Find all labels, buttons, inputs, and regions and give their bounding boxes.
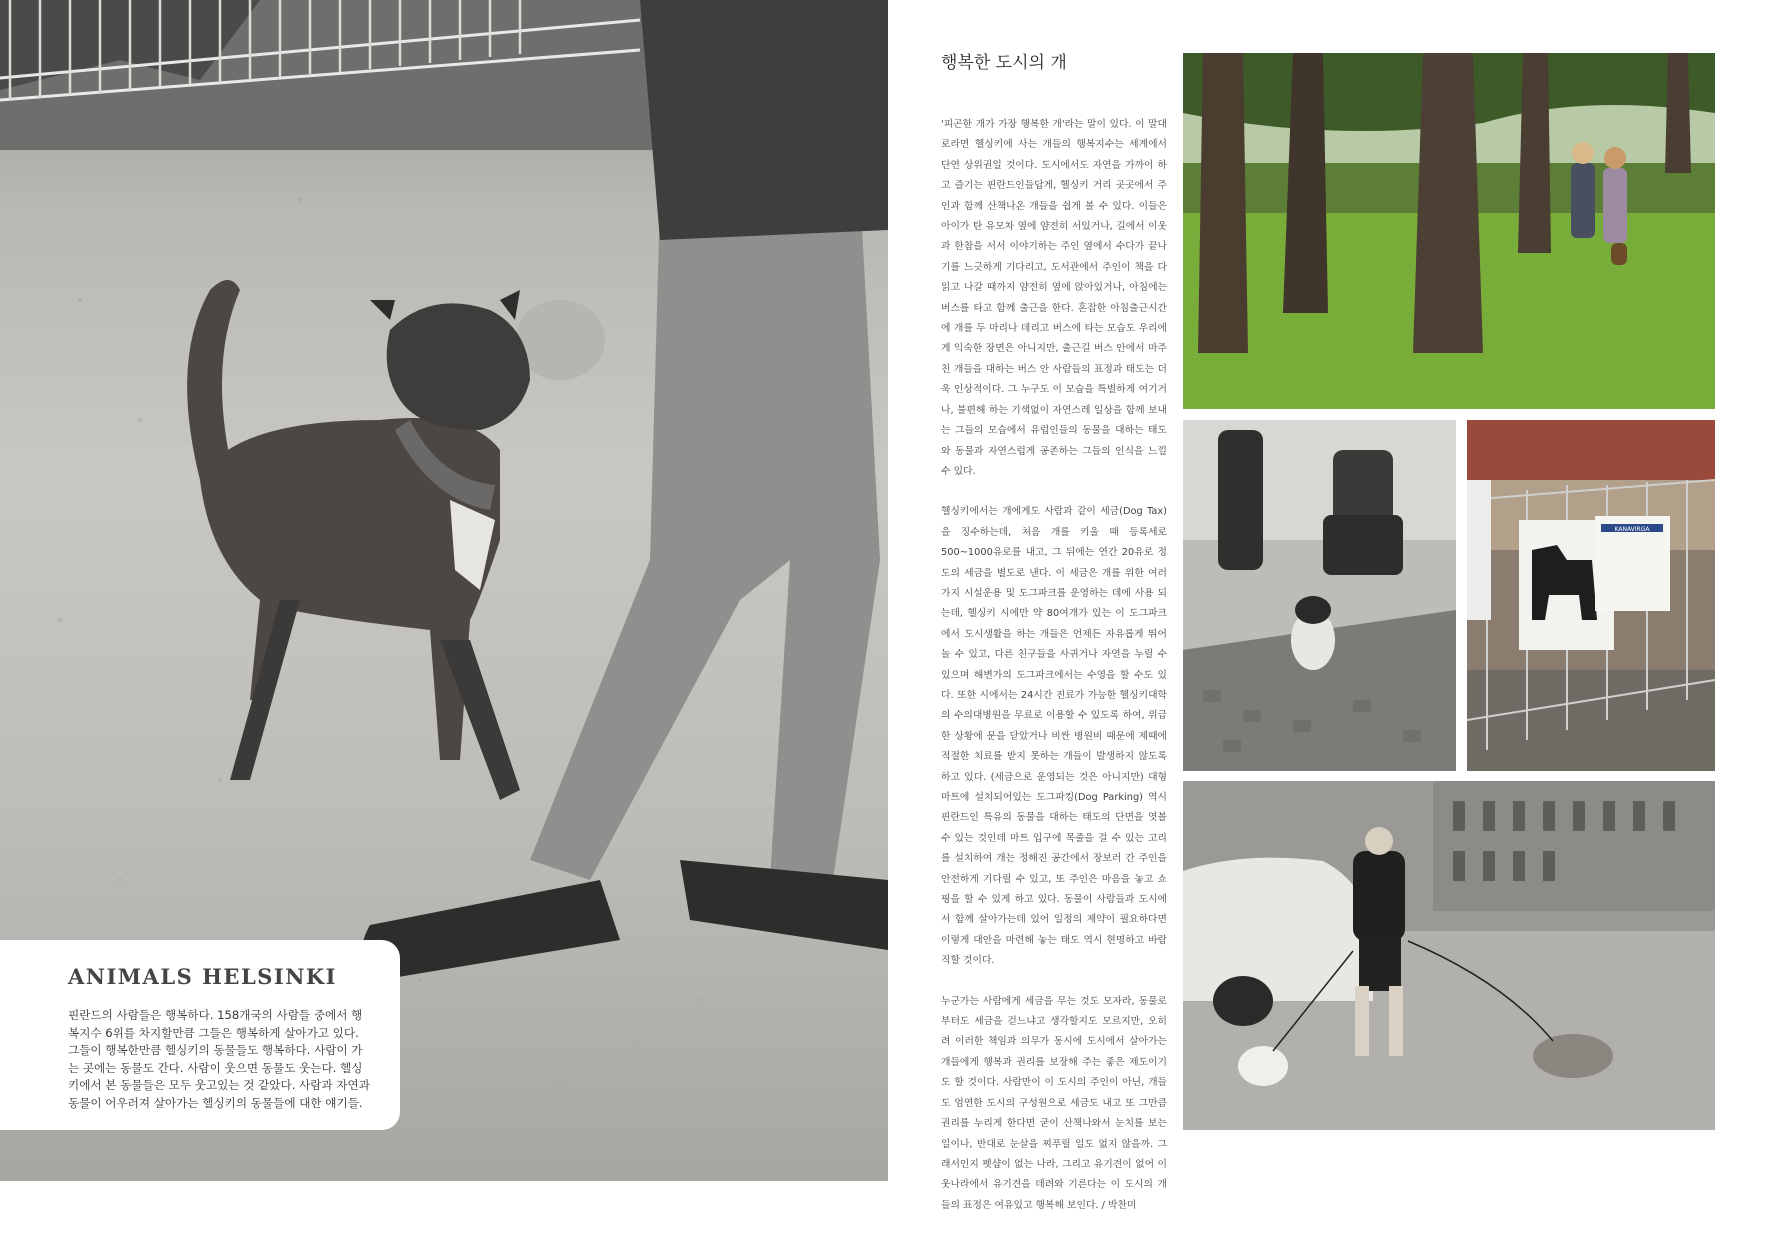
dogpark-sign-photo (1467, 420, 1715, 771)
street-walk-photo (1183, 781, 1715, 1130)
article-paragraph: 누군가는 사람에게 세금을 무는 것도 모자라, 동물로부터도 세금을 걷느냐고 생각할지도 모르지만, 오히려 이러한 책임과 의무가 동시에 도시에서 살아가는 개들에게 행복과 권리를 보장해 주는 좋은 제도이기도 할 것이다. 사람만이 이 도시의 주인이 아닌, 개들도 엄연한 도시의 구성원으로 세금도 내고 또 그만큼 권리를 누리게 한다면 굳이 산책나와서 눈치를 보는 일이나, 반대로 눈살을 찌푸릴 일도 없지 않을까. 그래서인지 펫샵이 없는 나라, 그리고 유기견이 없어 이웃나라에서 유기견을 데려와 기른다는 이 도시의 개들의 표정은 여유있고 행복해 보인다. / 박찬미 (941, 995, 1167, 1211)
park-photo (1183, 53, 1715, 409)
article-paragraph: 헬싱키에서는 개에게도 사람과 같이 세금(Dog Tax)을 징수하는데, 처음 개를 키울 때 등록세로 500~1000유로를 내고, 그 뒤에는 연간 20유로 정도의 세금을 별도로 낸다. 이 세금은 개를 위한 여러 가지 시설운용 및 도그파크를 운영하는 데에 사용 되는데, 헬싱키 시에만 약 80여개가 있는 이 도그파크에서 도시생활을 하는 개들은 언제든 자유롭게 뛰어놀 수 있고, 다른 친구들을 사귀거나 자연을 누릴 수 있으며 해변가의 도그파크에서는 수영을 할 수도 있다. 또한 시에서는 24시간 진료가 가능한 헬싱키대학의 수의대병원을 무료로 이용할 수 있도록 하여, 위급한 상황에 문을 닫았거나 비싼 병원비 때문에 제때에 적절한 치료를 받지 못하는 개들이 발생하지 않도록 하고 있다. (세금으로 운영되는 것은 아니지만) 대형마트에 설치되어있는 도그파킹(Dog Parking) 역시 핀란드인 특유의 동물을 대하는 태도의 단면을 엿볼 수 있는 것인데 마트 입구에 목줄을 걸 수 있는 고리를 설치하여 개는 정해진 공간에서 장보러 간 주인을 안전하게 기다릴 수 있고, 또 주인은 마음을 놓고 쇼핑을 할 수 있게 하고 있다. 동물이 사람들과 도시에서 함께 살아가는데 있어 일정의 제약이 필요하다면 이렇게 대안을 마련해 놓는 태도 역시 현명하고 바람직할 것이다. (941, 506, 1167, 967)
article-paragraph: '피곤한 개가 가장 행복한 개'라는 말이 있다. 이 말대로라면 헬싱키에 사는 개들의 행복지수는 세계에서 단연 상위권일 것이다. 도시에서도 자연을 가까이 하고 즐기는 핀란드인들답게, 헬싱키 거리 곳곳에서 주인과 함께 산책나온 개들을 쉽게 볼 수 있다. 이들은 아이가 탄 유모차 옆에 얌전히 서있거나, 길에서 이웃과 한참을 서서 이야기하는 주인 옆에서 수다가 끝나기를 느긋하게 기다리고, 도서관에서 주인이 책을 다 읽고 나갈 때까지 얌전히 옆에 앉아있거나, 아침에는 버스를 타고 함께 출근을 한다. 혼잡한 아침출근시간에 개를 두 마리나 데리고 버스에 타는 모습도 우리에게 익숙한 장면은 아니지만, 출근길 버스 안에서 마주친 개들을 대하는 버스 안 사람들의 표정과 태도는 더욱 인상적이다. 그 누구도 이 모습을 특별하게 여기거나, 불편해 하는 기색없이 자연스레 일상을 함께 보내는 그들의 모습에서 유럽인들의 동물을 대하는 태도와 동물과 자연스럽게 공존하는 그들의 인식을 느낄 수 있다. (941, 119, 1167, 477)
caption-box (0, 940, 400, 1130)
sign-text: KANAVIRGA (1614, 526, 1650, 533)
bulldog-photo (1183, 420, 1456, 771)
caption-body: 핀란드의 사람들은 행복하다. 158개국의 사람들 중에서 행복지수 6위를 차지할만큼 그들은 행복하게 살아가고 있다. 그들이 행복한만큼 헬싱키의 동물들도 행복하다. 사람이 가는 곳에는 동물도 간다. 사람이 웃으면 동물도 웃는다. 헬싱키에서 본 동물들은 모두 웃고있는 것 같았다. 사람과 자연과 동물이 어우러져 살아가는 헬싱키의 동물들에 대한 얘기들. (68, 1008, 370, 1110)
article-title: 행복한 도시의 개 (941, 53, 1067, 73)
article (941, 48, 1167, 1236)
main-dog-photo (0, 0, 888, 1181)
caption-title: ANIMALS HELSINKI (68, 964, 337, 989)
